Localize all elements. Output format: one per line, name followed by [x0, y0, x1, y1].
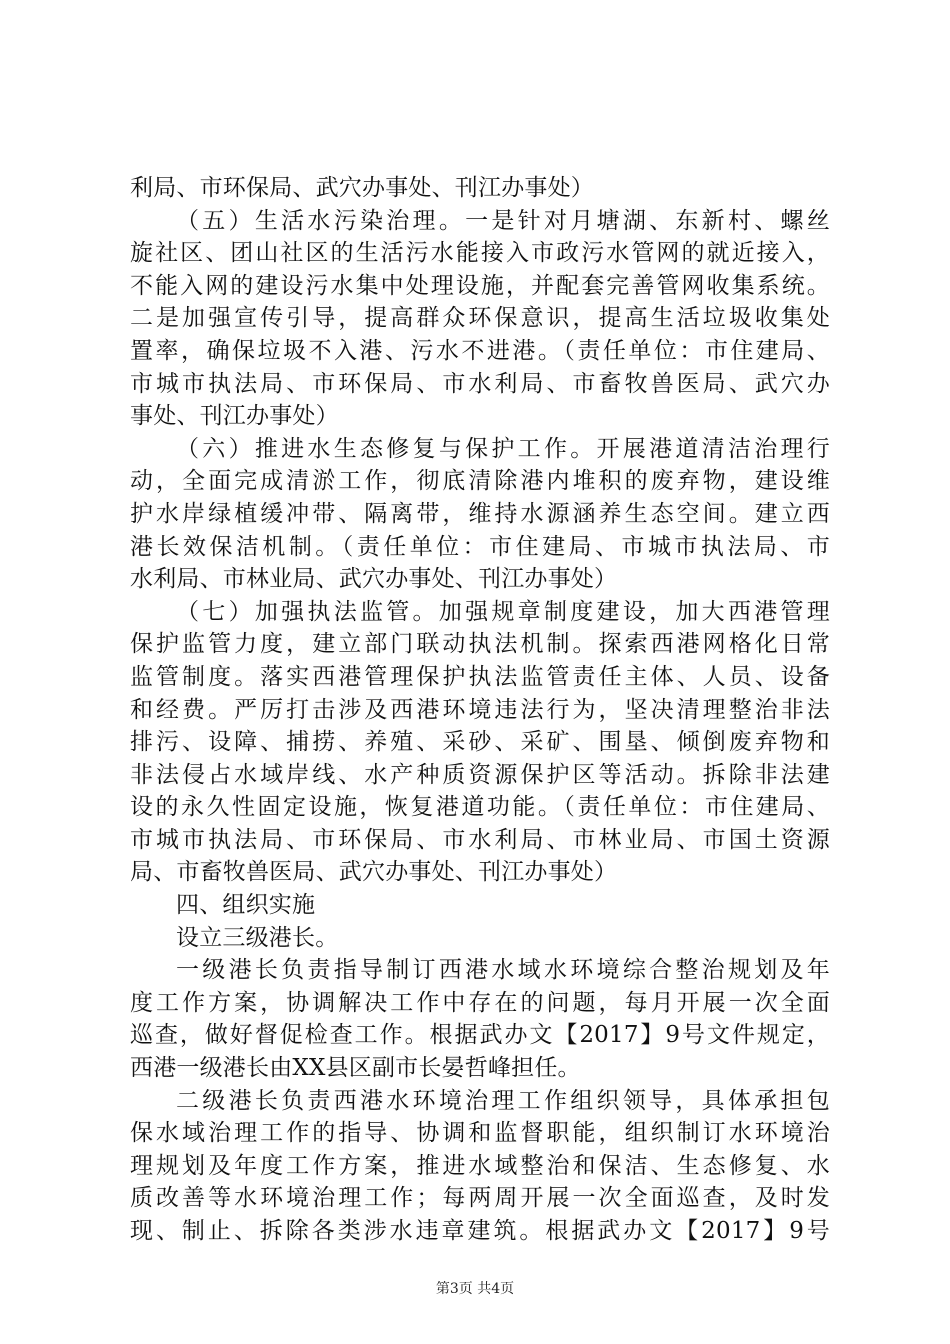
text-line: 动，全面完成清淤工作，彻底清除港内堆积的废弃物，建设维	[130, 468, 830, 495]
text-line: 利局、市环保局、武穴办事处、刊江办事处）	[130, 175, 594, 201]
text-line: 水利局、市林业局、武穴办事处、刊江办事处）	[130, 566, 618, 593]
text-line: 市城市执法局、市环保局、市水利局、市林业局、市国土资源	[130, 826, 830, 853]
text-line: 二级港长负责西港水环境治理工作组织领导，具体承担包	[176, 1087, 830, 1114]
text-line: 一级港长负责指导制订西港水域水环境综合整治规划及年	[176, 957, 830, 984]
text-line: 二是加强宣传引导，提高群众环保意识，提高生活垃圾收集处	[130, 305, 830, 332]
text-line: 市城市执法局、市环保局、市水利局、市畜牧兽医局、武穴办	[130, 370, 830, 397]
text-line: 置率，确保垃圾不入港、污水不进港。（责任单位：市住建局、	[130, 337, 830, 364]
text-line: 理规划及年度工作方案，推进水域整治和保洁、生态修复、水	[130, 1152, 830, 1179]
text-line: 现、制止、拆除各类涉水违章建筑。根据武办文【2017】9号	[130, 1218, 830, 1244]
text-line: 排污、设障、捕捞、养殖、采砂、采矿、围垦、倾倒废弃物和	[130, 729, 830, 756]
text-line: 局、市畜牧兽医局、武穴办事处、刊江办事处）	[130, 859, 618, 886]
text-line: 护水岸绿植缓冲带、隔离带，维持水源涵养生态空间。建立西	[130, 500, 830, 527]
text-line: 港长效保洁机制。（责任单位：市住建局、市城市执法局、市	[130, 533, 830, 560]
text-line: （五）生活水污染治理。一是针对月塘湖、东新村、螺丝	[176, 207, 830, 234]
text-line: 西港一级港长由XX县区副市长晏哲峰担任。	[130, 1055, 581, 1082]
text-line: 巡查，做好督促检查工作。根据武办文【2017】9号文件规定，	[130, 1022, 830, 1049]
text-line: 度工作方案，协调解决工作中存在的问题，每月开展一次全面	[130, 989, 830, 1016]
text-line: （六）推进水生态修复与保护工作。开展港道清洁治理行	[176, 435, 830, 462]
text-line: 和经费。严厉打击涉及西港环境违法行为，坚决清理整治非法	[130, 696, 830, 723]
text-line: 设立三级港长。	[176, 924, 339, 951]
text-line: 监管制度。落实西港管理保护执法监管责任主体、人员、设备	[130, 663, 830, 690]
document-body	[130, 172, 830, 1248]
text-line: 事处、刊江办事处）	[130, 403, 339, 430]
text-line: （七）加强执法监管。加强规章制度建设，加大西港管理	[176, 598, 830, 625]
text-line: 非法侵占水域岸线、水产种质资源保护区等活动。拆除非法建	[130, 761, 830, 788]
page-footer: 第3页 共4页	[435, 1281, 515, 1297]
text-line: 质改善等水环境治理工作；每两周开展一次全面巡查，及时发	[130, 1185, 830, 1212]
text-line: 不能入网的建设污水集中处理设施，并配套完善管网收集系统。	[130, 272, 830, 299]
text-line: 保水域治理工作的指导、协调和监督职能，组织制订水环境治	[130, 1120, 830, 1147]
text-line: 保护监管力度，建立部门联动执法机制。探索西港网格化日常	[130, 631, 830, 658]
text-line: 设的永久性固定设施，恢复港道功能。（责任单位：市住建局、	[130, 794, 830, 821]
text-line: 旋社区、团山社区的生活污水能接入市政污水管网的就近接入，	[130, 240, 830, 267]
text-line: 四、组织实施	[176, 892, 316, 919]
